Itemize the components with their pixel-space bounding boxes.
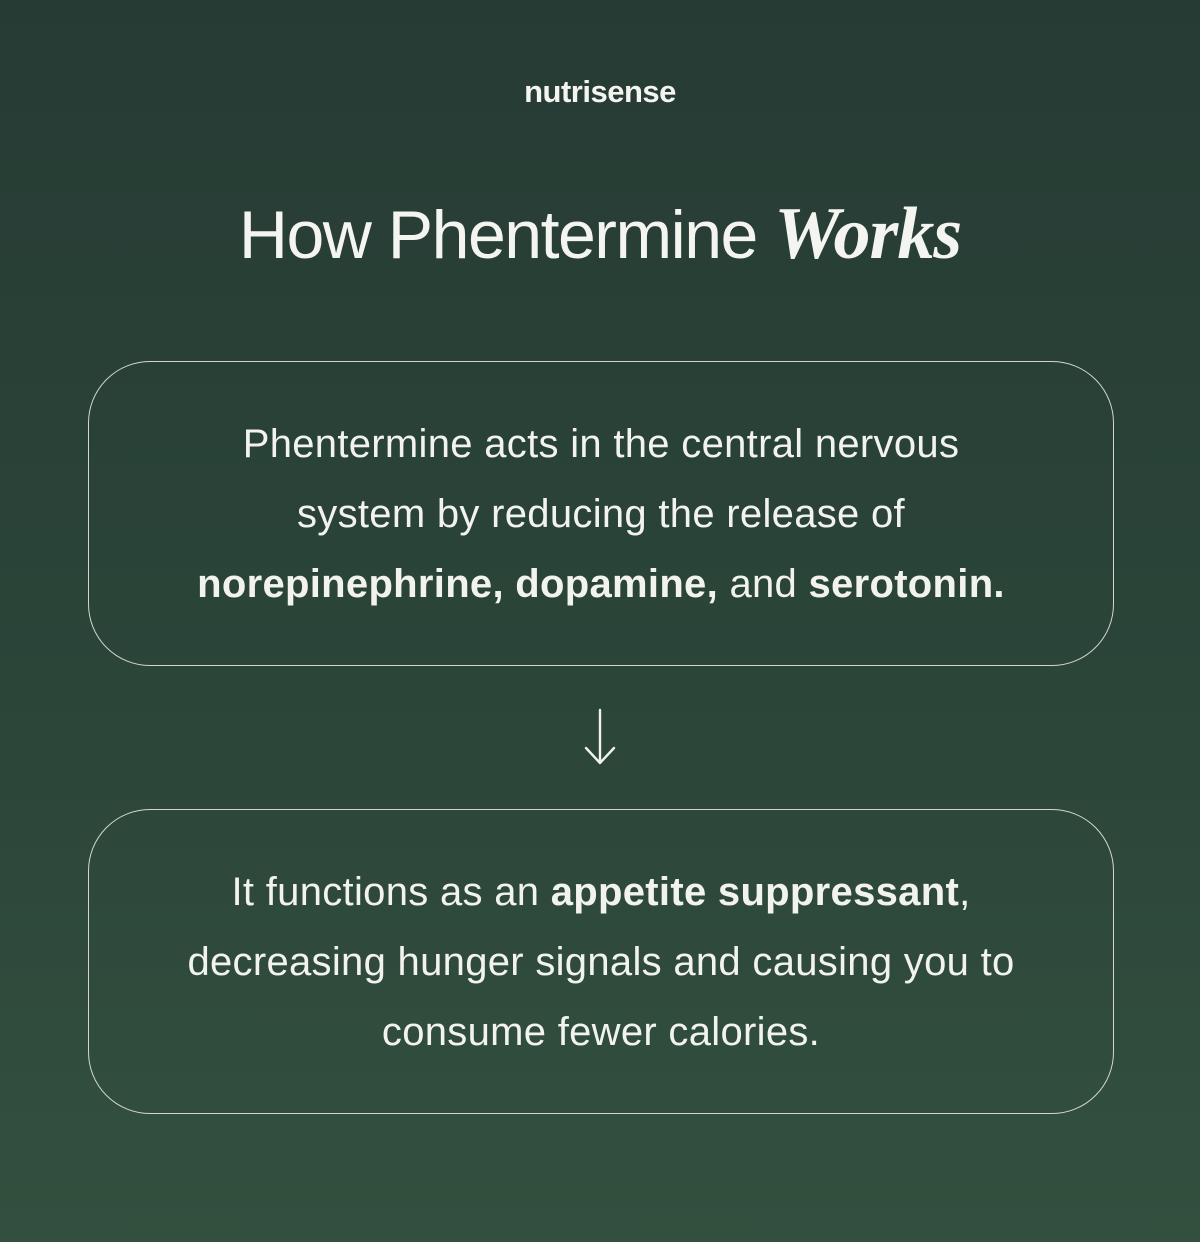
arrow-down-icon [580,706,620,768]
mechanism-line-1: Phentermine acts in the central nervous [242,421,960,466]
serotonin-bold: serotonin. [808,561,1005,606]
mechanism-line-3 [197,549,1005,619]
appetite-suppressant-bold: appetite suppressant [550,869,960,914]
effect-text [187,857,1014,1067]
mechanism-card [88,361,1114,666]
effect-line-3: consume fewer calories. [381,1009,821,1054]
effect-line-2: decreasing hunger signals and causing you to [187,939,1015,984]
mechanism-line-2: system by reducing the release of [296,491,905,536]
page-title [0,192,1200,277]
effect-card [88,809,1114,1114]
effect-comma: , [959,869,971,914]
brand-logo: nutrisense [524,74,676,109]
effect-lead: It functions as an [231,869,551,914]
mechanism-text [197,409,1005,619]
effect-line-1 [187,857,1014,927]
neurotransmitters-bold: norepinephrine, dopamine, [197,561,719,606]
title-emphasis: Works [774,193,962,275]
title-main: How Phentermine [238,197,775,273]
joiner-text: and [718,561,809,606]
